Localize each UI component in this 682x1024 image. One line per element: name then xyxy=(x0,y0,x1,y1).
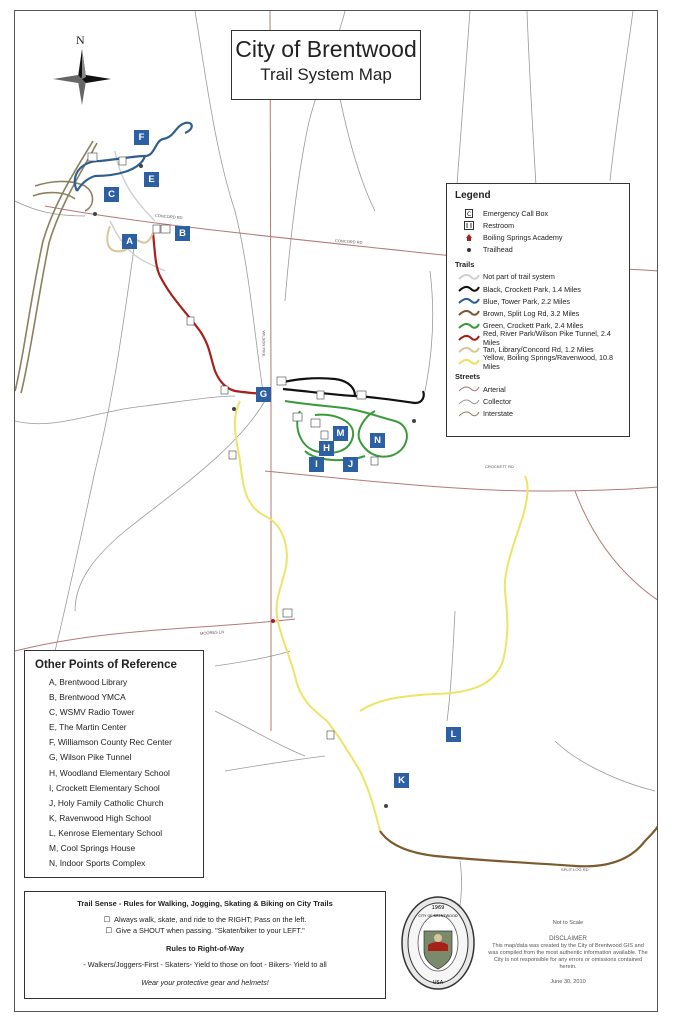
street-label-concord-east: CONCORD RD xyxy=(334,238,363,245)
trail-sense-rule-text: Always walk, skate, and ride to the RIGHT; Pass on the left. xyxy=(114,915,307,924)
restroom-icon xyxy=(455,220,483,230)
trail-swatch-icon xyxy=(455,308,483,318)
trail-sense-heading: Trail Sense - Rules for Walking, Jogging, Skating & Biking on City Trails xyxy=(77,899,333,908)
checkbox-icon: ☐ xyxy=(105,926,116,935)
legend-trail-row xyxy=(455,328,621,347)
poi-item: M, Cool Springs House xyxy=(49,843,136,854)
legend-label: Green, Crockett Park, 2.4 Miles xyxy=(483,321,584,331)
legend-trailhead xyxy=(455,244,621,256)
legend-academy xyxy=(455,231,621,243)
right-of-way-text: - Walkers/Joggers-First - Skaters- Yield to those on foot - Bikers- Yield to all xyxy=(83,960,327,969)
map-label-j[interactable]: J xyxy=(343,457,358,472)
map-label-c[interactable]: C xyxy=(104,187,119,202)
legend-label: Tan, Library/Concord Rd, 1.2 Miles xyxy=(483,345,594,355)
poi-title: Other Points of Reference xyxy=(35,659,177,671)
seal-country: USA xyxy=(432,980,444,986)
poi-item: B, Brentwood YMCA xyxy=(49,692,126,703)
interstate-road xyxy=(15,141,97,393)
map-label-g[interactable]: G xyxy=(256,387,271,402)
legend-street-row xyxy=(455,408,621,420)
legend-streets-list xyxy=(455,383,621,420)
legend-label: Brown, Split Log Rd, 3.2 Miles xyxy=(483,308,580,318)
trail-sense-rule-1 xyxy=(35,915,375,924)
non-trail-paths xyxy=(110,151,165,271)
poi-item: H, Woodland Elementary School xyxy=(49,767,170,778)
map-label-i[interactable]: I xyxy=(309,457,324,472)
legend-street-row xyxy=(455,395,621,407)
legend-label: Blue, Tower Park, 2.2 Miles xyxy=(483,296,570,306)
checkbox-icon: ☐ xyxy=(103,915,115,924)
legend-call-box xyxy=(455,207,621,219)
yellow-trail xyxy=(235,401,528,831)
map-label-n[interactable]: N xyxy=(370,433,385,448)
legend-label: Red, River Park/Wilson Pike Tunnel, 2.4 Miles xyxy=(483,328,611,347)
trail-swatch-icon xyxy=(455,321,483,331)
map-label-l[interactable]: L xyxy=(446,727,461,742)
legend-street-row xyxy=(455,383,621,395)
protective-gear-text: Wear your protective gear and helmets! xyxy=(141,978,269,987)
map-subtitle: Trail System Map xyxy=(260,65,392,84)
trail-swatch-icon xyxy=(455,333,483,343)
trailhead-icon xyxy=(455,245,483,255)
north-label: N xyxy=(76,33,85,47)
legend-label: Collector xyxy=(483,397,512,407)
seal-city: CITY OF BRENTWOOD xyxy=(418,914,458,918)
not-to-scale: Not to Scale xyxy=(552,920,584,926)
poi-item: A, Brentwood Library xyxy=(49,677,128,687)
poi-item: F, Williamson County Rec Center xyxy=(49,737,172,748)
disclaimer-date: June 30, 2010 xyxy=(550,978,586,985)
city-seal xyxy=(398,893,478,993)
legend-label: Restroom xyxy=(483,220,515,230)
poi-item: I, Crockett Elementary School xyxy=(49,782,160,793)
legend-label: Yellow, Boiling Springs/Ravenwood, 10.8 Miles xyxy=(483,353,613,372)
map-label-f[interactable]: F xyxy=(134,130,149,145)
map-label-a[interactable]: A xyxy=(122,234,137,249)
north-arrow xyxy=(53,35,111,107)
map-label-h[interactable]: H xyxy=(319,441,334,456)
title-box xyxy=(231,30,421,100)
legend-label: Trailhead xyxy=(483,245,513,255)
legend-label: Emergency Call Box xyxy=(483,208,549,218)
poi-item: N, Indoor Sports Complex xyxy=(49,858,146,869)
poi-item: L, Kenrose Elementary School xyxy=(49,827,163,838)
map-label-b[interactable]: B xyxy=(175,226,190,241)
legend-box xyxy=(446,183,630,437)
poi-list xyxy=(35,677,193,873)
street-swatch-icon xyxy=(455,397,483,407)
legend-label: Black, Crockett Park, 1.4 Miles xyxy=(483,284,581,294)
disclaimer-body: This map/data was created by the City of Brentwood GIS and was compiled from the most authentic information available. The City is not responsible for any errors or omissions contained herein. xyxy=(488,942,648,970)
legend-label: Interstate xyxy=(483,409,513,419)
legend-title: Legend xyxy=(455,190,491,201)
street-swatch-icon xyxy=(455,384,483,394)
legend-trail-row xyxy=(455,353,621,372)
trail-sense-box xyxy=(24,891,386,999)
legend-trail-row xyxy=(455,283,621,295)
poi-item: J, Holy Family Catholic Church xyxy=(49,797,164,808)
street-label-moores: MOORES LN xyxy=(199,629,225,636)
legend-trail-row xyxy=(455,307,621,319)
call-box-icon xyxy=(455,208,483,218)
trail-sense-rule-2 xyxy=(35,926,375,935)
legend-label: Boiling Springs Academy xyxy=(483,232,563,242)
disclaimer xyxy=(488,920,648,986)
legend-trail-row xyxy=(455,295,621,307)
map-title: City of Brentwood xyxy=(235,36,417,62)
poi-item: G, Wilson Pike Tunnel xyxy=(49,752,132,763)
street-label-concord-west: CONCORD RD xyxy=(154,212,183,221)
poi-item: E, The Martin Center xyxy=(49,722,127,733)
street-label-crockett: CROCKETT RD xyxy=(485,464,514,469)
trail-swatch-icon xyxy=(455,357,483,367)
poi-item: C, WSMV Radio Tower xyxy=(49,707,135,718)
seal-year: 1969 xyxy=(431,905,445,911)
legend-streets-heading: Streets xyxy=(455,372,481,382)
trail-swatch-icon xyxy=(455,296,483,306)
legend-trails-list xyxy=(455,271,621,372)
legend-trail-row xyxy=(455,271,621,283)
legend-label: Arterial xyxy=(483,384,506,394)
map-label-e[interactable]: E xyxy=(144,172,159,187)
academy-icon xyxy=(455,232,483,242)
trail-swatch-icon xyxy=(455,272,483,282)
legend-label: Not part of trail system xyxy=(483,272,555,282)
trail-swatch-icon xyxy=(455,284,483,294)
map-label-m[interactable]: M xyxy=(333,426,348,441)
street-label-wilson-pike: WILSON PIKE xyxy=(261,330,267,357)
brown-trail xyxy=(380,823,658,866)
legend-trails-heading: Trails xyxy=(455,259,475,269)
street-label-split-log: SPLIT LOG RD xyxy=(561,867,589,872)
trail-swatch-icon xyxy=(455,345,483,355)
legend-restroom xyxy=(455,219,621,231)
poi-item: K, Ravenwood High School xyxy=(49,812,151,823)
trail-sense-rule-text: Give a SHOUT when passing. "Skater/biker to your LEFT." xyxy=(115,926,305,935)
disclaimer-heading: DISCLAIMER xyxy=(549,934,587,942)
map-label-k[interactable]: K xyxy=(394,773,409,788)
svg-text:C: C xyxy=(467,210,472,218)
points-of-reference-box xyxy=(24,650,204,878)
street-swatch-icon xyxy=(455,409,483,419)
right-of-way-heading: Rules to Right-of-Way xyxy=(165,944,245,953)
black-trail xyxy=(280,378,424,403)
